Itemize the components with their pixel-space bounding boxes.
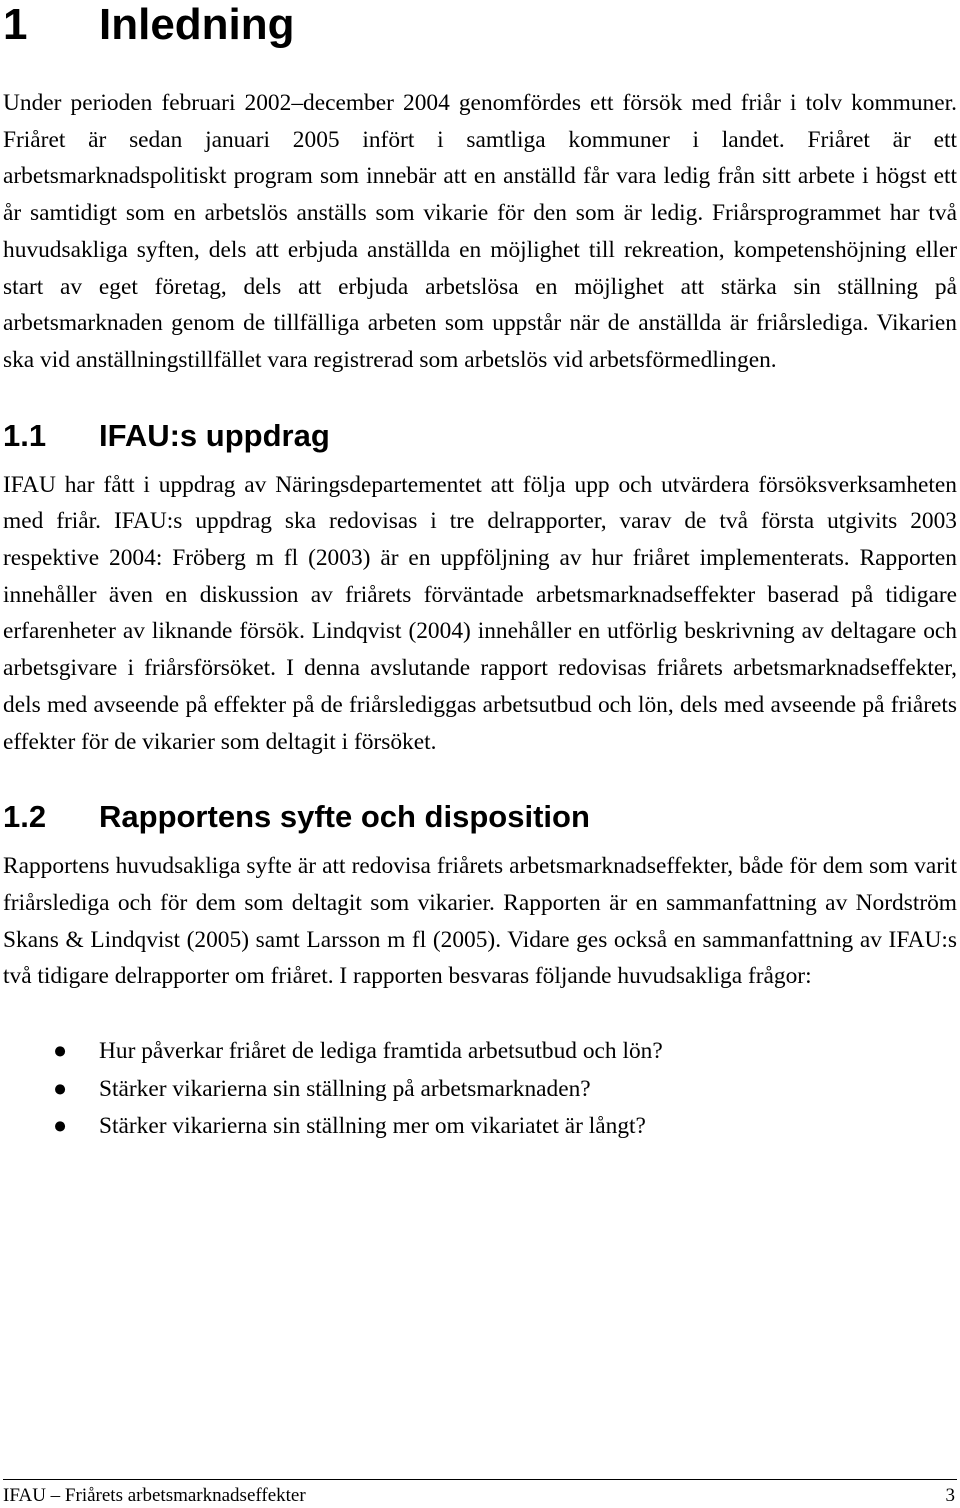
section-heading-1-2: [3, 798, 957, 836]
bullet-icon: ●: [53, 1113, 68, 1140]
section-number: 1.1: [3, 417, 47, 453]
list-item: [3, 1108, 957, 1146]
section-1-2-paragraph: Rapportens huvudsakliga syfte är att redovisa friårets arbetsmarknadseffekter, både för dem som varit friårslediga och för dem som deltagit som vikarier. Rapporten är en sammanfattning av Nordström Skans & Lindqvist (2005) samt Larsson m fl (2005). Vidare ges också en sammanfattning av IFAU:s två tidigare delrapporter om friåret. I rapporten besvaras följande huvudsakliga frågor:: [3, 853, 957, 990]
section-heading-1-1: [3, 417, 957, 455]
intro-paragraph: Under perioden februari 2002–december 2004 genomfördes ett försök med friår i tolv kommuner. Friåret är sedan januari 2005 infört i samtliga kommuner i landet. Friåret är ett arbetsmarknadspolitiskt program som innebär att en anställd får vara ledig från sitt arbete i högst ett år samtidigt som en arbetslös anställs som vikarie för den som är ledig. Friårsprogrammet har två huvudsakliga syften, dels att erbjuda anställda en möjlighet till rekreation, kompetenshöjning eller start av eget företag, dels att erbjuda arbetslösa en möjlighet att stärka sin ställning på arbetsmarknaden genom de tillfälliga arbeten som uppstår när de anställda är friårslediga. Vikarien ska vid anställningstillfället vara registrerad som arbetslös vid arbetsförmedlingen.: [3, 90, 957, 373]
list-item-text: Stärker vikarierna sin ställning på arbetsmarknaden?: [99, 1075, 591, 1102]
page-number: 3: [945, 1485, 955, 1506]
list-item-text: Hur påverkar friåret de lediga framtida arbetsutbud och lön?: [99, 1038, 663, 1065]
questions-list: [3, 1033, 957, 1146]
document-page: [3, 0, 957, 1146]
bullet-icon: ●: [53, 1075, 68, 1102]
section-number: 1.2: [3, 799, 47, 835]
list-item: [3, 1033, 957, 1071]
bullet-icon: ●: [53, 1038, 68, 1065]
section-title: IFAU:s uppdrag: [99, 417, 330, 453]
section-title: Rapportens syfte och disposition: [99, 799, 590, 835]
footer-divider: [3, 1479, 957, 1480]
chapter-title: Inledning: [99, 0, 295, 49]
chapter-number: 1: [3, 0, 28, 49]
chapter-heading: [3, 0, 957, 50]
list-item-text: Stärker vikarierna sin ställning mer om vikariatet är långt?: [99, 1113, 646, 1140]
list-item: [3, 1071, 957, 1109]
section-1-1-paragraph: IFAU har fått i uppdrag av Näringsdepartementet att följa upp och utvärdera försöksverksamheten med friår. IFAU:s uppdrag ska redovisas i tre delrapporter, varav de två första utgivits 2003 respektive 2004: Fröberg m fl (2003) är en uppföljning av hur friåret implementerats. Rapporten innehåller även en diskussion av friårets förväntade arbetsmarknadseffekter baserad på tidigare erfarenheter av liknande försök. Lindqvist (2004) innehåller en utförlig beskrivning av deltagare och arbetsgivare i friårsförsöket. I denna avslutande rapport redovisas friårets arbetsmarknadseffekter, dels med avseende på effekter på de friårslediggas arbetsutbud och lön, dels med avseende på friårets effekter för de vikarier som deltagit i försöket.: [3, 471, 957, 755]
footer-title: IFAU – Friårets arbetsmarknadseffekter: [3, 1485, 306, 1506]
